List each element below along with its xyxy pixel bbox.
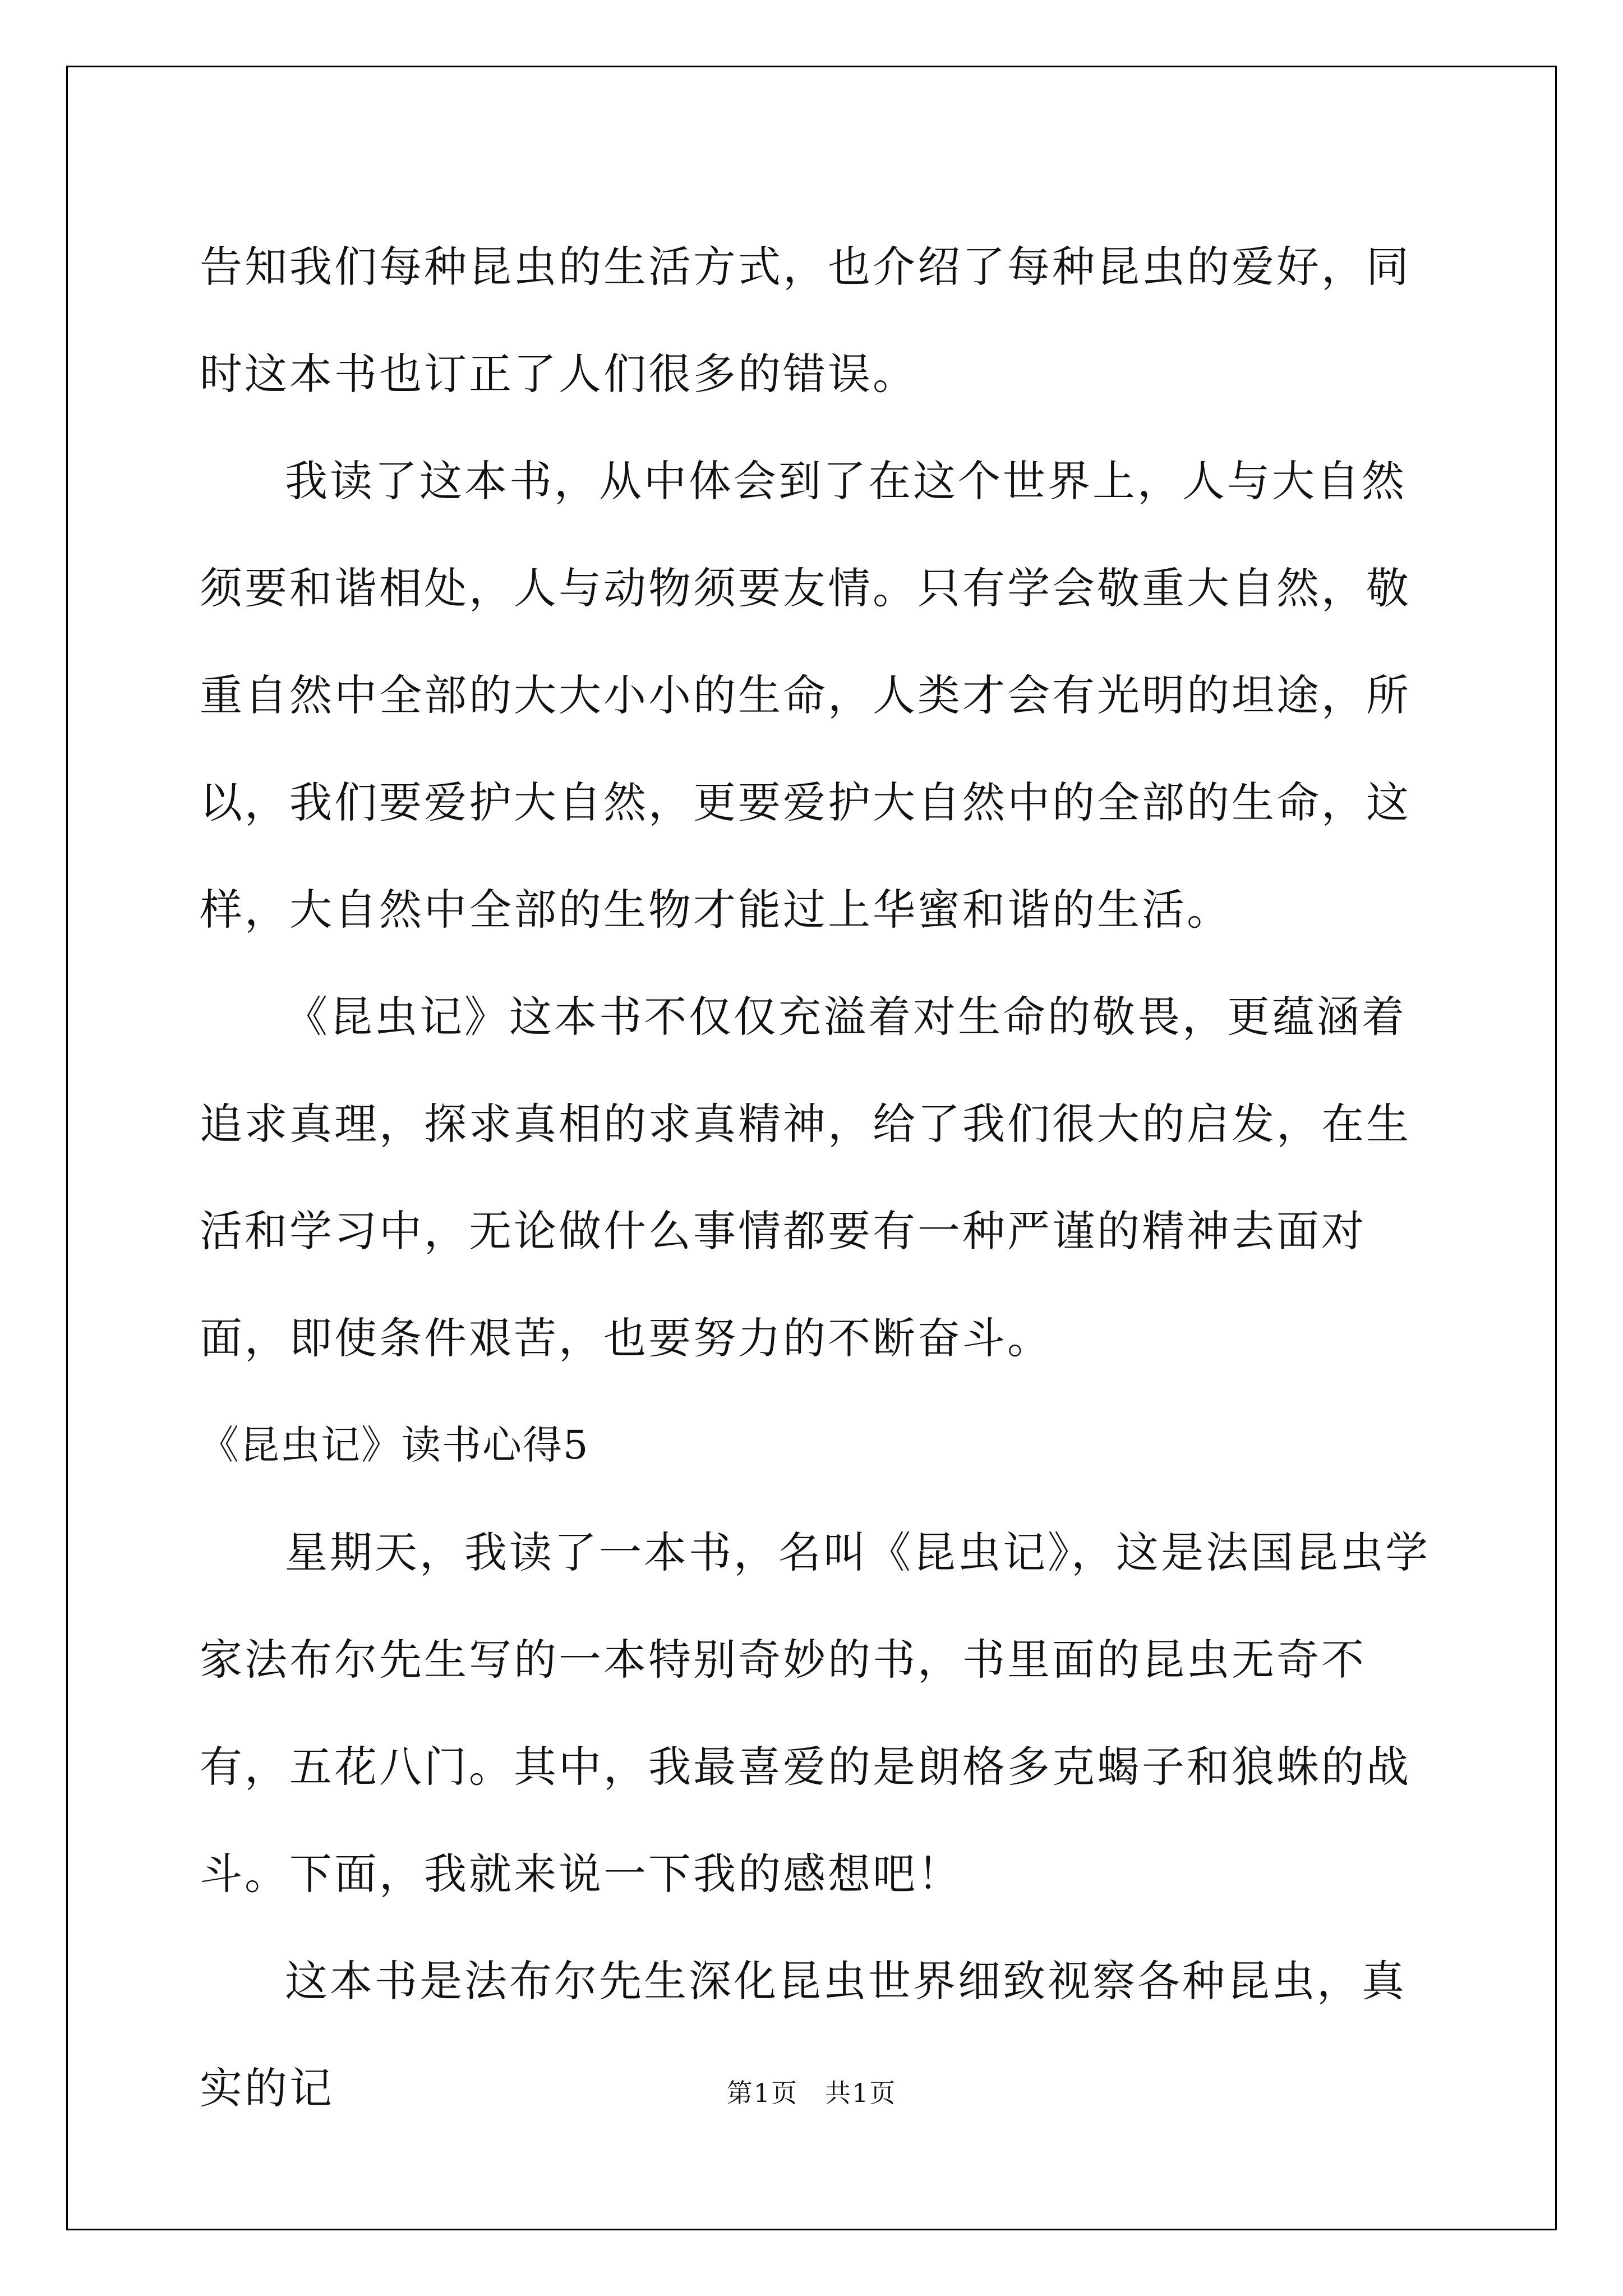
page-footer — [0, 2073, 1623, 2110]
paragraph-1: 告知我们每种昆虫的生活方式，也介绍了每种昆虫的爱好，同时这本书也订正了人们很多的错误。 — [200, 242, 1411, 399]
section-heading: 《昆虫记》读书心得5 — [200, 1422, 589, 1468]
page-number: 第1页 — [726, 2078, 798, 2108]
paragraph-4: 星期天，我读了一本书，名叫《昆虫记》，这是法国昆虫学家法布尔先生写的一本特别奇妙的书，书里面的昆虫无奇不有，五花八门。其中，我最喜爱的是朗格多克蝎子和狼蛛的战斗。下面，我就来说一下我的感想吧！ — [200, 1527, 1430, 1899]
paragraph-2: 我读了这本书，从中体会到了在这个世界上，人与大自然须要和谐相处，人与动物须要友情。只有学会敬重大自然，敬重自然中全部的大大小小的生命，人类才会有光明的坦途，所以，我们要爱护大自然，更要爱护大自然中的全部的生命，这样，大自然中全部的生物才能过上华蜜和谐的生活。 — [200, 456, 1411, 935]
page-total: 共1页 — [825, 2078, 897, 2108]
paragraph-5: 这本书是法布尔先生深化昆虫世界细致视察各种昆虫，真实的记 — [200, 1956, 1407, 2113]
paragraph-3: 《昆虫记》这本书不仅仅充溢着对生命的敬畏，更蕴涵着追求真理，探求真相的求真精神，给了我们很大的启发，在生活和学习中，无论做什么事情都要有一种严谨的精神去面对面，即使条件艰苦，也要努力的不断奋斗。 — [200, 992, 1411, 1363]
document-body — [200, 213, 1433, 2142]
